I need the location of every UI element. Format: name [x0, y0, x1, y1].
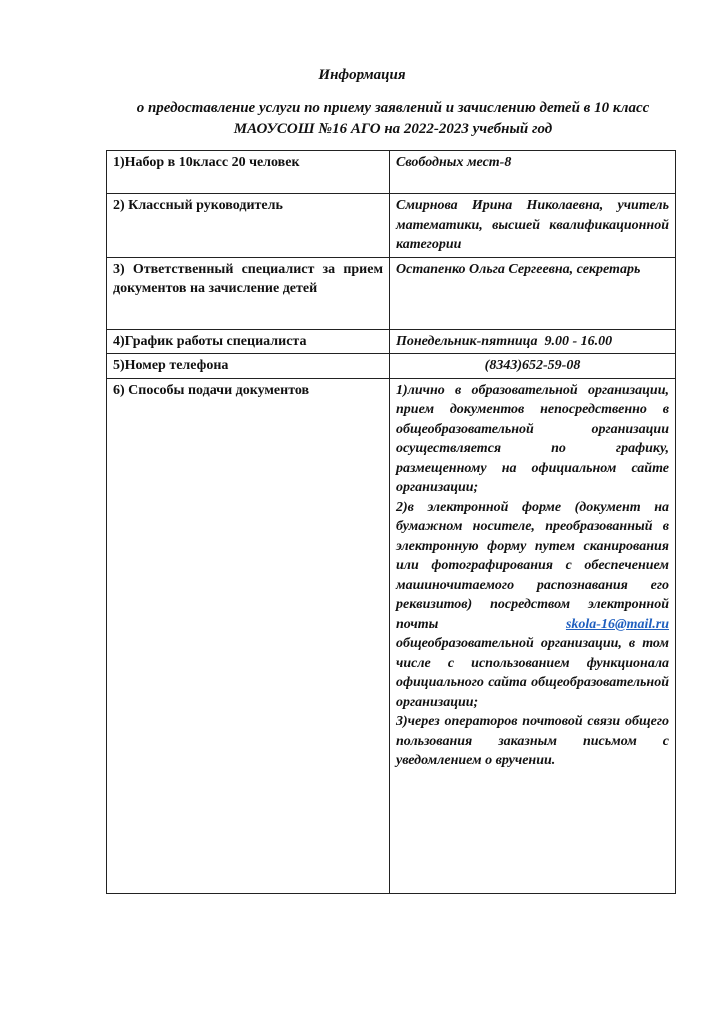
row-value-phone: (8343)652-59-08 [390, 354, 676, 379]
row-label-phone: 5)Номер телефона [107, 354, 390, 379]
row-label-schedule: 4)График работы специалиста [107, 329, 390, 354]
table-row [107, 151, 676, 194]
method-post: 3)через операторов почтовой связи общего пользования заказным письмом с уведомлением о вручении. [396, 714, 669, 768]
table-row [107, 329, 676, 354]
row-value-class-teacher: Смирнова Ирина Николаевна, учитель математики, высшей квалификационной категории [390, 194, 676, 258]
email-link[interactable]: skola-16@mail.ru [565, 616, 669, 632]
table-row [107, 354, 676, 379]
info-table [106, 150, 676, 894]
document-subtitle: о предоставление услуги по приему заявлений и зачислению детей в 10 класс МАОУСОШ №16 АГО на 2022-2023 учебный год [136, 100, 650, 137]
method-electronic-text: 2)в электронной форме (документ на бумажном носителе, преобразованный в электронную форму путем сканирования или фотографирования с обеспечением машиночитаемого распознавания его реквизитов) посредством электронной почты [396, 499, 669, 632]
row-label-class-teacher: 2) Классный руководитель [107, 194, 390, 258]
row-value-schedule: Понедельник-пятница 9.00 - 16.00 [390, 329, 676, 354]
page-title: Информация [318, 67, 406, 83]
row-value-responsible-specialist: Остапенко Ольга Сергеевна, секретарь [390, 257, 676, 329]
method-electronic [396, 498, 669, 713]
row-value-free-places: Свободных мест-8 [390, 151, 676, 194]
table-row [107, 378, 676, 893]
table-row [107, 257, 676, 329]
row-label-submission-methods: 6) Способы подачи документов [107, 378, 390, 893]
row-label-responsible-specialist: 3) Ответственный специалист за прием документов на зачисление детей [107, 257, 390, 329]
table-row [107, 194, 676, 258]
row-label-enrollment: 1)Набор в 10класс 20 человек [107, 151, 390, 194]
method-in-person: 1)лично в образовательной организации, прием документов непосредственно в общеобразовательной организации осуществляется по графику, размещенному на официальном сайте организации; [396, 382, 669, 495]
row-value-submission-methods [390, 378, 676, 893]
method-electronic-text-continued: общеобразовательной организации, в том числе с использованием функционала официального сайта общеобразовательной организации; [396, 636, 669, 710]
